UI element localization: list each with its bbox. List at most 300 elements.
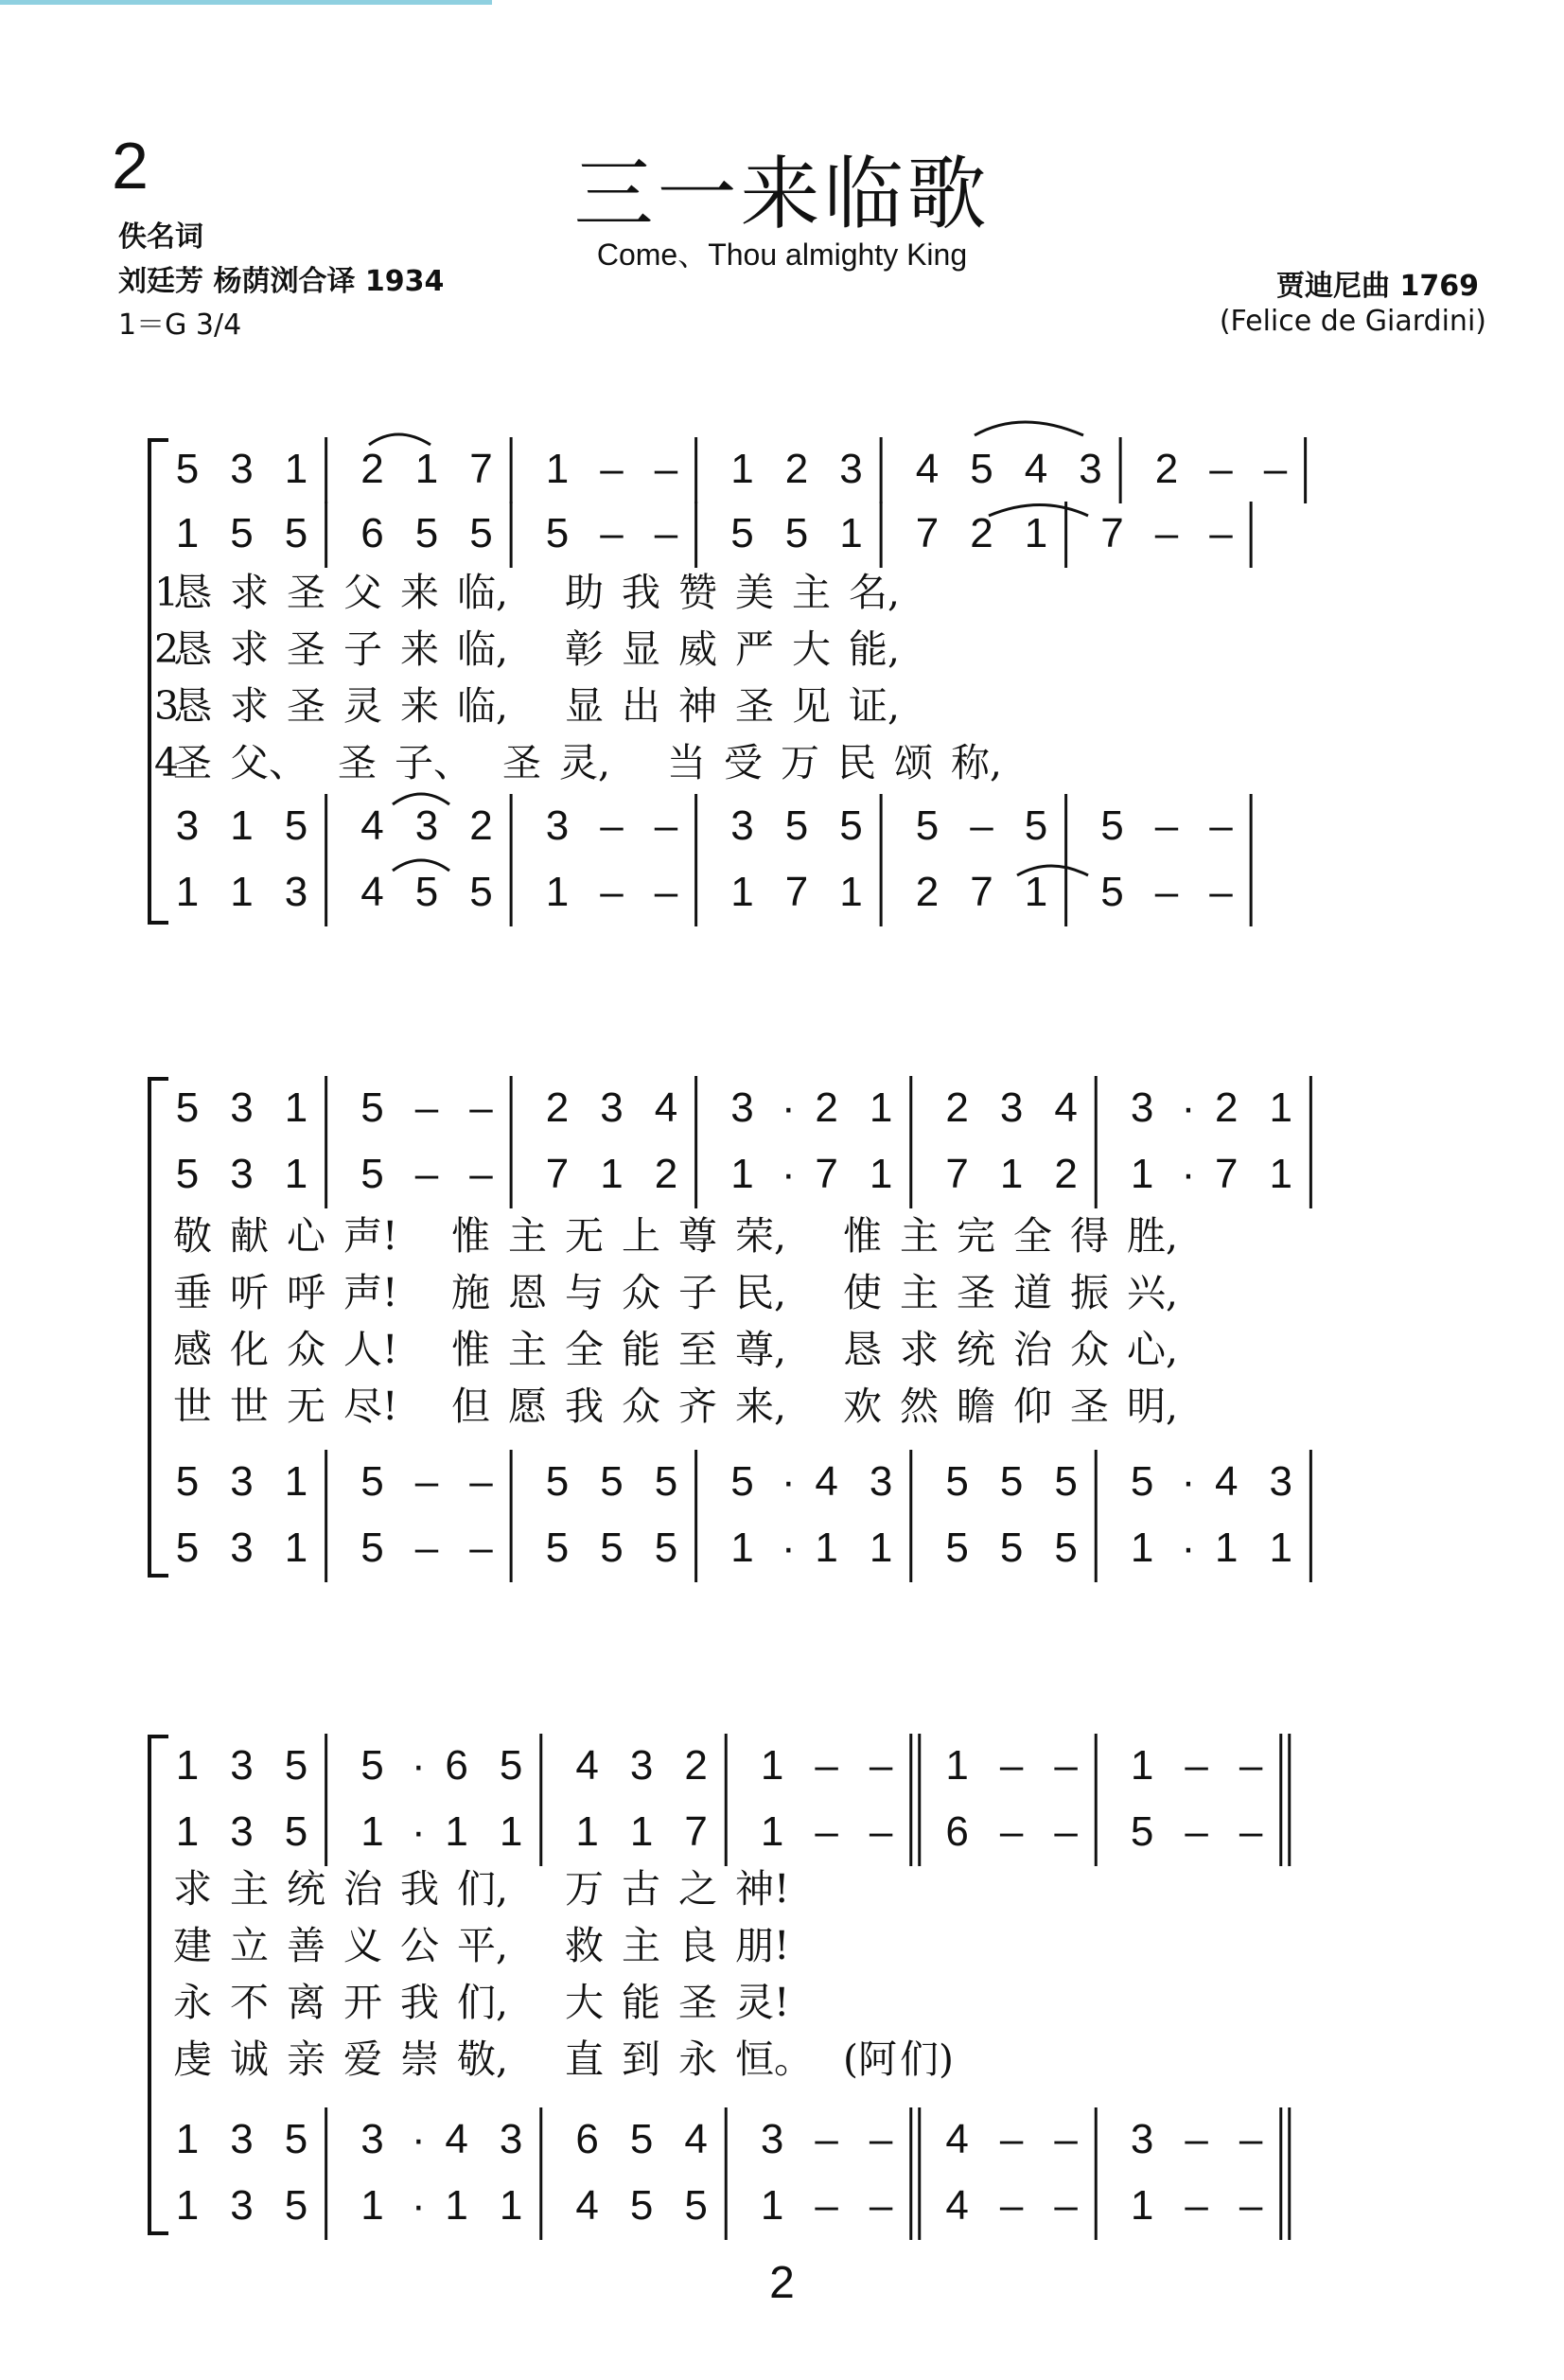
lyric-syllable: 圣 bbox=[502, 740, 541, 785]
lyric-syllable: 子 bbox=[343, 626, 382, 672]
lyric-syllable: 临, bbox=[457, 570, 509, 615]
jianpu-note: 3 bbox=[230, 1151, 254, 1197]
jianpu-note: 5 bbox=[945, 1525, 969, 1571]
jianpu-note: 1 bbox=[284, 1458, 308, 1505]
jianpu-note: 4 bbox=[445, 2116, 468, 2162]
sustain-dash: – bbox=[1263, 446, 1288, 492]
jianpu-note: 2 bbox=[1215, 1084, 1239, 1131]
sustain-dash: – bbox=[869, 1742, 893, 1789]
lyric-syllable: 万 bbox=[565, 1866, 604, 1912]
lyric-syllable: 子 bbox=[678, 1270, 717, 1315]
lyric-syllable: 见 bbox=[792, 683, 831, 729]
lyric-syllable: 圣 bbox=[957, 1270, 995, 1315]
lyric-syllable: 来 bbox=[400, 683, 439, 729]
hymn-subtitle-english: Come、Thou almighty King bbox=[596, 238, 968, 272]
lyric-syllable: 离 bbox=[287, 1980, 325, 2025]
lyric-syllable: 主 bbox=[900, 1213, 939, 1259]
lyric-syllable: 听 bbox=[230, 1270, 269, 1315]
jianpu-note: 5 bbox=[654, 1458, 678, 1505]
key-signature: 1＝G 3/4 bbox=[118, 309, 242, 342]
lyric-syllable: 与 bbox=[565, 1270, 604, 1315]
lyric-syllable: 圣 bbox=[287, 570, 325, 615]
sustain-dash: – bbox=[1185, 2116, 1208, 2162]
jianpu-note: 4 bbox=[1215, 1458, 1239, 1505]
jianpu-note: 5 bbox=[414, 869, 439, 915]
lyric-syllable: 赞 bbox=[678, 570, 717, 615]
lyric-syllable: 仰 bbox=[1013, 1384, 1052, 1429]
lyric-syllable: 献 bbox=[230, 1213, 269, 1259]
jianpu-note: 5 bbox=[360, 1151, 384, 1197]
lyric-syllable: 严 bbox=[735, 626, 774, 672]
lyric-syllable: 出 bbox=[622, 683, 660, 729]
jianpu-note: 5 bbox=[915, 802, 940, 849]
jianpu-note: 3 bbox=[175, 802, 200, 849]
jianpu-note: 2 bbox=[545, 1084, 570, 1131]
lyric-syllable: 朋! bbox=[735, 1923, 790, 1968]
jianpu-note: 5 bbox=[1130, 1458, 1154, 1505]
jianpu-note: 5 bbox=[414, 510, 439, 556]
lyric-syllable: 古 bbox=[622, 1866, 660, 1912]
lyric-syllable: 诚 bbox=[230, 2036, 269, 2082]
jianpu-note: 3 bbox=[230, 1742, 254, 1789]
lyric-syllable: 世 bbox=[173, 1384, 212, 1429]
sustain-dash: – bbox=[869, 2182, 893, 2229]
verse-number: 2 bbox=[154, 626, 180, 672]
hymn-title: 三一来临歌 bbox=[573, 148, 991, 240]
jianpu-note: 3 bbox=[230, 2182, 254, 2229]
jianpu-note: 4 bbox=[1054, 1084, 1078, 1131]
jianpu-note: 7 bbox=[684, 1808, 708, 1855]
translator-credit: 刘廷芳 杨荫浏合译 1934 bbox=[118, 265, 445, 298]
lyric-syllable: 求 bbox=[900, 1327, 939, 1372]
lyric-syllable: 神! bbox=[735, 1866, 790, 1912]
lyric-syllable: 来, bbox=[735, 1384, 787, 1429]
sustain-dash: – bbox=[815, 1742, 838, 1789]
jianpu-note: 5 bbox=[175, 1458, 200, 1505]
lyric-syllable: 显 bbox=[565, 683, 604, 729]
jianpu-note: 2 bbox=[360, 446, 384, 492]
jianpu-note: 1 bbox=[175, 869, 200, 915]
dot-note: · bbox=[1181, 1458, 1196, 1505]
jianpu-note: 1 bbox=[839, 869, 863, 915]
jianpu-note: 5 bbox=[684, 2182, 708, 2229]
lyric-syllable: 直 bbox=[565, 2036, 604, 2082]
sustain-dash: – bbox=[414, 1151, 439, 1197]
jianpu-note: 3 bbox=[230, 446, 254, 492]
lyric-syllable: 恳 bbox=[843, 1327, 882, 1372]
dot-note: · bbox=[1181, 1525, 1196, 1571]
jianpu-note: 2 bbox=[970, 510, 993, 556]
lyric-syllable: 荣, bbox=[735, 1213, 787, 1259]
jianpu-note: 5 bbox=[175, 1525, 200, 1571]
slur bbox=[975, 422, 1083, 435]
jianpu-note: 5 bbox=[360, 1742, 384, 1789]
lyricist-credit: 佚名词 bbox=[118, 220, 203, 254]
jianpu-note: 2 bbox=[1054, 1151, 1078, 1197]
page-number: 2 bbox=[769, 2258, 795, 2308]
lyric-syllable: 治 bbox=[343, 1866, 382, 1912]
sustain-dash: – bbox=[999, 2116, 1024, 2162]
hymn-number: 2 bbox=[112, 129, 149, 203]
sustain-dash: – bbox=[869, 2116, 893, 2162]
jianpu-note: 5 bbox=[499, 1742, 523, 1789]
lyric-syllable: 主 bbox=[792, 570, 831, 615]
jianpu-note: 1 bbox=[730, 1151, 754, 1197]
sustain-dash: – bbox=[1185, 1742, 1208, 1789]
lyric-syllable: 来 bbox=[400, 626, 439, 672]
lyric-syllable: 爱 bbox=[343, 2036, 382, 2082]
lyric-syllable: 我 bbox=[565, 1384, 604, 1429]
dot-note: · bbox=[782, 1525, 796, 1571]
lyric-syllable: 恳 bbox=[173, 683, 212, 729]
jianpu-note: 5 bbox=[1054, 1525, 1078, 1571]
lyric-syllable: 感 bbox=[173, 1327, 212, 1372]
lyric-syllable: 世 bbox=[230, 1384, 269, 1429]
jianpu-note: 5 bbox=[284, 510, 308, 556]
lyric-syllable: 大 bbox=[565, 1980, 604, 2025]
lyric-syllable: 治 bbox=[1013, 1327, 1052, 1372]
lyric-syllable: 名, bbox=[849, 570, 901, 615]
lyric-syllable: 永 bbox=[678, 2036, 717, 2082]
sustain-dash: – bbox=[1209, 802, 1233, 849]
lyric-syllable: 主 bbox=[230, 1866, 269, 1912]
jianpu-note: 1 bbox=[1130, 1742, 1154, 1789]
composer-credit: 贾迪尼曲 1769 bbox=[1276, 270, 1479, 303]
jianpu-note: 1 bbox=[1024, 510, 1048, 556]
verse-number: 1 bbox=[154, 570, 180, 615]
jianpu-note: 1 bbox=[284, 446, 308, 492]
slur bbox=[369, 434, 431, 445]
jianpu-note: 5 bbox=[284, 1742, 308, 1789]
jianpu-note: 3 bbox=[230, 1808, 254, 1855]
lyric-syllable: 我 bbox=[400, 1980, 439, 2025]
sustain-dash: – bbox=[600, 510, 624, 556]
jianpu-note: 5 bbox=[1100, 869, 1124, 915]
jianpu-note: 6 bbox=[945, 1808, 969, 1855]
jianpu-note: 1 bbox=[815, 1525, 838, 1571]
dot-note: · bbox=[1181, 1084, 1196, 1131]
jianpu-note: 4 bbox=[360, 869, 384, 915]
lyric-syllable: 平, bbox=[457, 1923, 509, 1968]
jianpu-note: 5 bbox=[469, 869, 493, 915]
jianpu-note: 1 bbox=[445, 2182, 468, 2229]
lyric-syllable: 无 bbox=[287, 1384, 325, 1429]
sustain-dash: – bbox=[1154, 510, 1179, 556]
lyric-syllable: 来 bbox=[400, 570, 439, 615]
jianpu-note: 5 bbox=[629, 2182, 654, 2229]
system-brace bbox=[149, 1079, 168, 1576]
jianpu-note: 7 bbox=[945, 1151, 969, 1197]
dot-note: · bbox=[412, 1808, 426, 1855]
jianpu-note: 3 bbox=[1130, 1084, 1154, 1131]
lyric-syllable: 主 bbox=[622, 1923, 660, 1968]
jianpu-note: 3 bbox=[839, 446, 863, 492]
jianpu-note: 1 bbox=[230, 802, 254, 849]
lyric-syllable: 亲 bbox=[287, 2036, 325, 2082]
jianpu-note: 1 bbox=[1269, 1525, 1292, 1571]
jianpu-note: 1 bbox=[499, 2182, 523, 2229]
jianpu-note: 3 bbox=[545, 802, 570, 849]
jianpu-note: 3 bbox=[284, 869, 308, 915]
jianpu-note: 5 bbox=[545, 1458, 570, 1505]
jianpu-note: 4 bbox=[945, 2182, 969, 2229]
sustain-dash: – bbox=[970, 802, 993, 849]
lyric-syllable: 们) bbox=[900, 2036, 954, 2082]
dot-note: · bbox=[782, 1151, 796, 1197]
lyric-syllable: 声! bbox=[343, 1213, 398, 1259]
lyric-syllable: 统 bbox=[287, 1866, 325, 1912]
sustain-dash: – bbox=[1054, 2182, 1078, 2229]
sustain-dash: – bbox=[600, 869, 624, 915]
dot-note: · bbox=[412, 1742, 426, 1789]
jianpu-note: 1 bbox=[760, 1742, 784, 1789]
lyric-syllable: 道 bbox=[1013, 1270, 1052, 1315]
jianpu-note: 1 bbox=[600, 1151, 624, 1197]
lyric-syllable: 圣 bbox=[287, 683, 325, 729]
lyric-syllable: 声! bbox=[343, 1270, 398, 1315]
lyric-syllable: 立 bbox=[230, 1923, 269, 1968]
sustain-dash: – bbox=[1054, 1808, 1078, 1855]
jianpu-note: 1 bbox=[175, 2116, 200, 2162]
dot-note: · bbox=[412, 2116, 426, 2162]
jianpu-note: 4 bbox=[575, 1742, 599, 1789]
jianpu-note: 1 bbox=[545, 446, 570, 492]
lyric-syllable: 尽! bbox=[343, 1384, 398, 1429]
jianpu-note: 3 bbox=[730, 1084, 754, 1131]
lyric-syllable: 我 bbox=[400, 1866, 439, 1912]
lyric-syllable: 化 bbox=[230, 1327, 269, 1372]
jianpu-note: 3 bbox=[730, 802, 754, 849]
lyric-syllable: 能 bbox=[622, 1980, 660, 2025]
jianpu-note: 1 bbox=[284, 1151, 308, 1197]
jianpu-note: 1 bbox=[575, 1808, 599, 1855]
jianpu-note: 5 bbox=[284, 2182, 308, 2229]
lyric-syllable: 称, bbox=[951, 740, 1003, 785]
jianpu-note: 6 bbox=[445, 1742, 468, 1789]
lyric-syllable: 全 bbox=[565, 1327, 604, 1372]
lyric-syllable: 完 bbox=[957, 1213, 995, 1259]
lyric-syllable: 我 bbox=[622, 570, 660, 615]
dot-note: · bbox=[412, 2182, 426, 2229]
sustain-dash: – bbox=[1154, 869, 1179, 915]
jianpu-note: 5 bbox=[175, 446, 200, 492]
sustain-dash: – bbox=[1185, 1808, 1208, 1855]
lyric-syllable: 得 bbox=[1070, 1213, 1109, 1259]
sustain-dash: – bbox=[414, 1458, 439, 1505]
jianpu-note: 1 bbox=[1024, 869, 1048, 915]
jianpu-note: 7 bbox=[545, 1151, 570, 1197]
jianpu-note: 5 bbox=[360, 1084, 384, 1131]
lyric-syllable: 主 bbox=[508, 1327, 547, 1372]
lyric-syllable: 主 bbox=[900, 1270, 939, 1315]
jianpu-note: 1 bbox=[869, 1525, 893, 1571]
lyric-syllable: 永 bbox=[173, 1980, 212, 2025]
jianpu-note: 4 bbox=[684, 2116, 708, 2162]
jianpu-note: 7 bbox=[970, 869, 993, 915]
sustain-dash: – bbox=[1209, 510, 1233, 556]
sustain-dash: – bbox=[1054, 1742, 1078, 1789]
jianpu-note: 5 bbox=[545, 1525, 570, 1571]
lyric-syllable: 求 bbox=[230, 570, 269, 615]
jianpu-note: 1 bbox=[760, 1808, 784, 1855]
lyric-syllable: 临, bbox=[457, 626, 509, 672]
lyric-syllable: 民 bbox=[837, 740, 876, 785]
lyric-syllable: 义 bbox=[343, 1923, 382, 1968]
jianpu-note: 1 bbox=[945, 1742, 969, 1789]
lyric-syllable: 父、 bbox=[230, 740, 308, 785]
lyric-syllable: 证, bbox=[849, 683, 901, 729]
lyric-syllable: 们, bbox=[457, 1866, 509, 1912]
jianpu-note: 5 bbox=[600, 1458, 624, 1505]
jianpu-note: 1 bbox=[839, 510, 863, 556]
jianpu-note: 1 bbox=[1130, 1525, 1154, 1571]
lyric-syllable: 助 bbox=[565, 570, 604, 615]
jianpu-note: 1 bbox=[175, 510, 200, 556]
jianpu-note: 1 bbox=[175, 2182, 200, 2229]
jianpu-note: 1 bbox=[284, 1525, 308, 1571]
jianpu-note: 1 bbox=[284, 1084, 308, 1131]
sustain-dash: – bbox=[469, 1458, 493, 1505]
jianpu-note: 1 bbox=[730, 1525, 754, 1571]
jianpu-note: 3 bbox=[414, 802, 439, 849]
jianpu-note: 1 bbox=[1269, 1084, 1292, 1131]
lyric-syllable: 主 bbox=[508, 1213, 547, 1259]
sustain-dash: – bbox=[469, 1084, 493, 1131]
lyric-syllable: 心, bbox=[1127, 1327, 1179, 1372]
jianpu-note: 5 bbox=[1130, 1808, 1154, 1855]
jianpu-note: 5 bbox=[945, 1458, 969, 1505]
lyric-syllable: 至 bbox=[678, 1327, 717, 1372]
jianpu-note: 5 bbox=[784, 802, 809, 849]
lyric-syllable: 惟 bbox=[451, 1213, 490, 1259]
lyric-syllable: 不 bbox=[230, 1980, 269, 2025]
lyric-syllable: 恳 bbox=[173, 626, 212, 672]
lyric-syllable: (阿 bbox=[843, 2036, 897, 2082]
jianpu-note: 1 bbox=[499, 1808, 523, 1855]
sustain-dash: – bbox=[654, 446, 678, 492]
sustain-dash: – bbox=[869, 1808, 893, 1855]
sustain-dash: – bbox=[815, 2182, 838, 2229]
jianpu-note: 3 bbox=[360, 2116, 384, 2162]
jianpu-note: 1 bbox=[175, 1808, 200, 1855]
lyric-syllable: 齐 bbox=[678, 1384, 717, 1429]
sustain-dash: – bbox=[654, 802, 678, 849]
jianpu-note: 3 bbox=[600, 1084, 624, 1131]
sustain-dash: – bbox=[1154, 802, 1179, 849]
lyric-syllable: 呼 bbox=[287, 1270, 325, 1315]
jianpu-note: 3 bbox=[499, 2116, 523, 2162]
jianpu-note: 2 bbox=[654, 1151, 678, 1197]
lyric-syllable: 彰 bbox=[565, 626, 604, 672]
jianpu-note: 5 bbox=[730, 1458, 754, 1505]
lyric-syllable: 众 bbox=[1070, 1327, 1109, 1372]
lyric-syllable: 显 bbox=[622, 626, 660, 672]
jianpu-note: 7 bbox=[469, 446, 493, 492]
lyric-syllable: 尊, bbox=[735, 1327, 787, 1372]
lyric-syllable: 民, bbox=[735, 1270, 787, 1315]
jianpu-note: 2 bbox=[815, 1084, 838, 1131]
verse-number: 3 bbox=[154, 683, 180, 729]
jianpu-note: 3 bbox=[999, 1084, 1024, 1131]
lyric-syllable: 到 bbox=[622, 2036, 660, 2082]
jianpu-note: 3 bbox=[230, 1458, 254, 1505]
jianpu-note: 2 bbox=[1154, 446, 1179, 492]
jianpu-note: 3 bbox=[230, 2116, 254, 2162]
jianpu-note: 1 bbox=[869, 1084, 893, 1131]
lyric-syllable: 圣 bbox=[338, 740, 377, 785]
lyric-syllable: 上 bbox=[622, 1213, 660, 1259]
jianpu-note: 3 bbox=[230, 1525, 254, 1571]
jianpu-note: 5 bbox=[469, 510, 493, 556]
lyric-syllable: 受 bbox=[724, 740, 763, 785]
lyric-syllable: 振 bbox=[1070, 1270, 1109, 1315]
jianpu-note: 7 bbox=[1100, 510, 1124, 556]
sustain-dash: – bbox=[1239, 2182, 1263, 2229]
lyric-syllable: 恒。 bbox=[735, 2036, 813, 2082]
jianpu-note: 1 bbox=[360, 2182, 384, 2229]
jianpu-note: 3 bbox=[1079, 446, 1102, 492]
jianpu-note: 5 bbox=[999, 1525, 1024, 1571]
jianpu-note: 5 bbox=[284, 2116, 308, 2162]
jianpu-note: 7 bbox=[1215, 1151, 1239, 1197]
sustain-dash: – bbox=[600, 446, 624, 492]
jianpu-note: 5 bbox=[784, 510, 809, 556]
lyric-syllable: 惟 bbox=[451, 1327, 490, 1372]
sustain-dash: – bbox=[999, 2182, 1024, 2229]
jianpu-note: 6 bbox=[360, 510, 384, 556]
jianpu-note: 5 bbox=[175, 1084, 200, 1131]
jianpu-note: 3 bbox=[1130, 2116, 1154, 2162]
lyric-syllable: 求 bbox=[230, 626, 269, 672]
jianpu-note: 5 bbox=[284, 1808, 308, 1855]
lyric-syllable: 当 bbox=[667, 740, 706, 785]
jianpu-note: 5 bbox=[1100, 802, 1124, 849]
jianpu-note: 1 bbox=[175, 1742, 200, 1789]
jianpu-note: 1 bbox=[730, 869, 754, 915]
jianpu-note: 5 bbox=[970, 446, 993, 492]
lyric-syllable: 兴, bbox=[1127, 1270, 1179, 1315]
dot-note: · bbox=[1181, 1151, 1196, 1197]
jianpu-note: 5 bbox=[284, 802, 308, 849]
lyric-syllable: 建 bbox=[173, 1923, 212, 1968]
sustain-dash: – bbox=[414, 1084, 439, 1131]
lyric-syllable: 求 bbox=[230, 683, 269, 729]
lyric-syllable: 们, bbox=[457, 1980, 509, 2025]
lyric-syllable: 众 bbox=[622, 1270, 660, 1315]
jianpu-note: 5 bbox=[629, 2116, 654, 2162]
jianpu-note: 1 bbox=[869, 1151, 893, 1197]
sustain-dash: – bbox=[654, 869, 678, 915]
lyric-syllable: 众 bbox=[287, 1327, 325, 1372]
system-brace bbox=[149, 1737, 168, 2233]
jianpu-note: 3 bbox=[760, 2116, 784, 2162]
dot-note: · bbox=[782, 1084, 796, 1131]
jianpu-note: 1 bbox=[1130, 1151, 1154, 1197]
lyric-syllable: 惟 bbox=[843, 1213, 882, 1259]
lyric-syllable: 尊 bbox=[678, 1213, 717, 1259]
sustain-dash: – bbox=[469, 1151, 493, 1197]
jianpu-note: 4 bbox=[575, 2182, 599, 2229]
jianpu-note: 1 bbox=[1130, 2182, 1154, 2229]
lyric-syllable: 灵, bbox=[559, 740, 611, 785]
lyric-syllable: 无 bbox=[565, 1213, 604, 1259]
jianpu-note: 2 bbox=[945, 1084, 969, 1131]
lyric-syllable: 开 bbox=[343, 1980, 382, 2025]
lyric-syllable: 恳 bbox=[173, 570, 212, 615]
jianpu-note: 4 bbox=[945, 2116, 969, 2162]
lyric-syllable: 胜, bbox=[1127, 1213, 1179, 1259]
lyric-syllable: 人! bbox=[343, 1327, 398, 1372]
